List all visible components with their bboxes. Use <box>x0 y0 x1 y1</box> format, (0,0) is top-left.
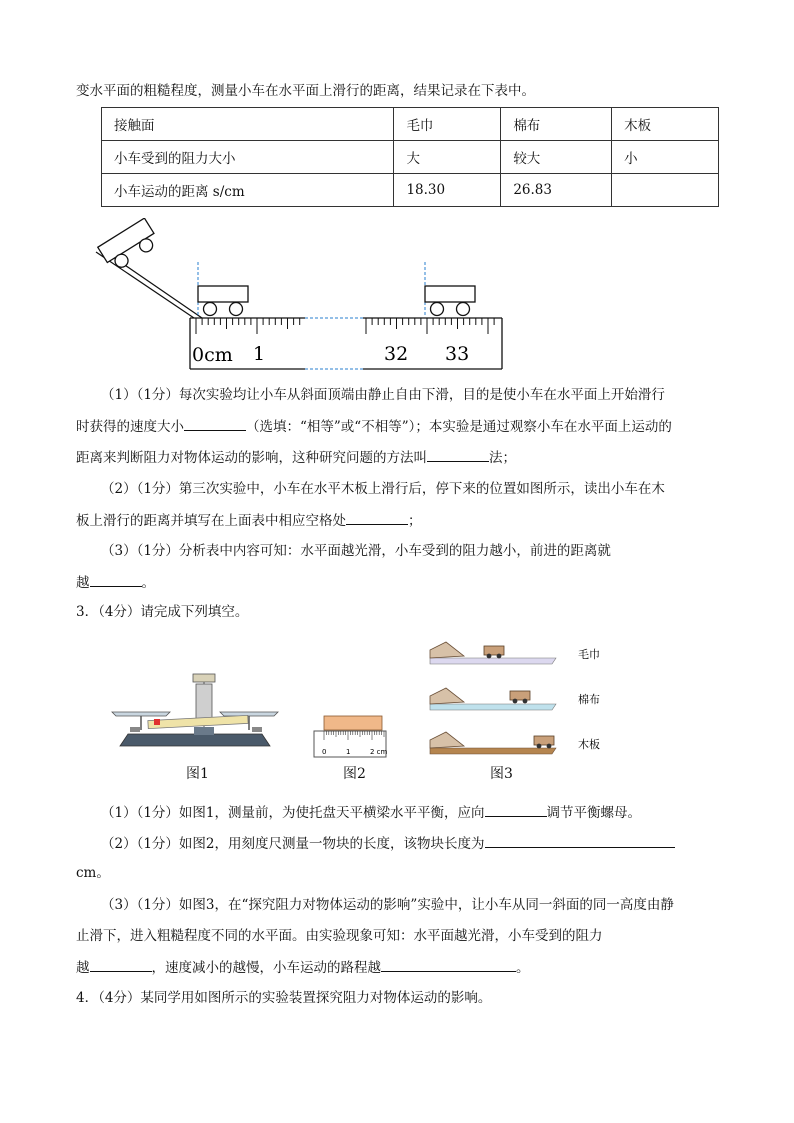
q2-p1-text-a: 时获得的速度大小 <box>76 419 184 435</box>
cart-stop <box>425 286 475 316</box>
table-cell: 较大 <box>501 141 612 174</box>
q3-p2-unit: cm。 <box>76 865 110 881</box>
q4-title: 4．（4分）某同学用如图所示的实验装置探究阻力对物体运动的影响。 <box>76 990 492 1006</box>
wood-label: 木板 <box>578 738 600 751</box>
answer-blank-length[interactable] <box>485 832 675 848</box>
cart-start <box>198 286 248 316</box>
q2-p1-text-d: 法； <box>489 450 516 466</box>
q3-p3-line2: 止滑下，进入粗糙程度不同的水平面。由实验现象可知：水平面越光滑，小车受到的阻力 <box>76 928 603 944</box>
caption-fig2: 图2 <box>343 766 366 782</box>
ruler2-tick-2: 2 cm <box>370 748 388 756</box>
q3-title: 3．（4分）请完成下列填空。 <box>76 604 249 620</box>
ruler-cart-figure <box>90 218 510 374</box>
towel-surface <box>430 642 600 664</box>
towel-label: 毛巾 <box>578 648 600 661</box>
answer-blank-farther[interactable] <box>90 571 142 587</box>
table-cell: 棉布 <box>501 108 612 141</box>
ruler-label-32: 32 <box>384 343 409 365</box>
q3-p3-line3 <box>76 956 530 978</box>
q3-p3-line1: （3）（1分）如图3，在“探究阻力对物体运动的影响”实验中，让小车从同一斜面的同一高度由静 <box>101 897 674 913</box>
q3-p1-text-b: 调节平衡螺母。 <box>546 805 642 821</box>
table-cell: 木板 <box>612 108 719 141</box>
q2-p1-text-c: 距离来判断阻力对物体运动的影响，这种研究问题的方法叫 <box>76 450 427 466</box>
answer-blank-distance-3[interactable] <box>381 956 516 972</box>
q3-p1-text-a: （1）（1分）如图1，测量前，为使托盘天平横梁水平平衡，应向 <box>101 805 485 821</box>
ruler-label-1: 1 <box>253 343 266 365</box>
table-row <box>102 108 719 141</box>
answer-blank-resistance[interactable] <box>90 956 152 972</box>
q2-p1-line2 <box>76 415 672 437</box>
cart-on-slope <box>98 218 161 273</box>
table-cell: 26.83 <box>501 174 612 207</box>
q2-p3-line1: （3）（1分）分析表中内容可知：水平面越光滑，小车受到的阻力越小，前进的距离就 <box>101 543 611 559</box>
surfaces-figure <box>428 636 608 761</box>
ruler-label-0cm: 0cm <box>192 344 233 366</box>
distance-answer-cell[interactable] <box>612 174 719 207</box>
table-cell: 接触面 <box>102 108 394 141</box>
cotton-surface <box>430 688 600 710</box>
ruler2-tick-1: 1 <box>346 748 351 756</box>
table-row <box>102 141 719 174</box>
q2-p2-line1: （2）（1分）第三次实验中，小车在水平木板上滑行后，停下来的位置如图所示，读出小车在木 <box>101 481 665 497</box>
caption-fig1: 图1 <box>186 766 209 782</box>
ruler2-tick-0: 0 <box>322 748 327 756</box>
q2-p2-text-a: 板上滑行的距离并填写在上面表中相应空格处 <box>76 513 346 529</box>
q3-p3-text-b: ，速度减小的越慢，小车运动的路程越 <box>151 960 381 976</box>
q2-p2-text-b: ； <box>408 513 422 529</box>
answer-blank-nut-direction[interactable] <box>485 801 547 817</box>
results-table <box>101 107 719 207</box>
table-cell: 小车受到的阻力大小 <box>102 141 394 174</box>
q2-p2-line2 <box>76 509 422 531</box>
q3-p3-text-c: 。 <box>516 960 530 976</box>
q2-p1-text-b: （选填：“相等”或“不相等”）；本实验是通过观察小车在水平面上运动的 <box>246 419 672 435</box>
q2-p3-line2 <box>76 571 155 593</box>
caption-fig3: 图3 <box>490 766 513 782</box>
q2-p3-text-a: 越 <box>76 575 90 591</box>
answer-blank-method[interactable] <box>427 446 489 462</box>
answer-blank-distance[interactable] <box>346 509 408 525</box>
q3-p2-text-a: （2）（1分）如图2，用刻度尺测量一物块的长度，该物块长度为 <box>101 836 485 852</box>
table-cell: 毛巾 <box>394 108 501 141</box>
cotton-label: 棉布 <box>578 693 600 706</box>
table-cell: 小车运动的距离 s/cm <box>102 174 394 207</box>
q2-p3-text-b: 。 <box>141 575 155 591</box>
balance-figure <box>108 672 283 754</box>
q2-p1-line3 <box>76 446 516 468</box>
table-row <box>102 174 719 207</box>
intro-line: 变水平面的粗糙程度，测量小车在水平面上滑行的距离，结果记录在下表中。 <box>76 83 535 99</box>
table-cell: 小 <box>612 141 719 174</box>
table-cell: 大 <box>394 141 501 174</box>
q3-p2 <box>101 832 675 854</box>
wood-surface <box>430 732 600 754</box>
ruler-label-33: 33 <box>445 343 470 365</box>
block-ruler-figure <box>313 714 388 760</box>
answer-blank-speed[interactable] <box>184 415 246 431</box>
table-cell: 18.30 <box>394 174 501 207</box>
q2-p1-line1: （1）（1分）每次实验均让小车从斜面顶端由静止自由下滑，目的是使小车在水平面上开始滑行 <box>101 387 665 403</box>
q3-p1 <box>101 801 641 823</box>
q3-p3-text-a: 越 <box>76 960 90 976</box>
